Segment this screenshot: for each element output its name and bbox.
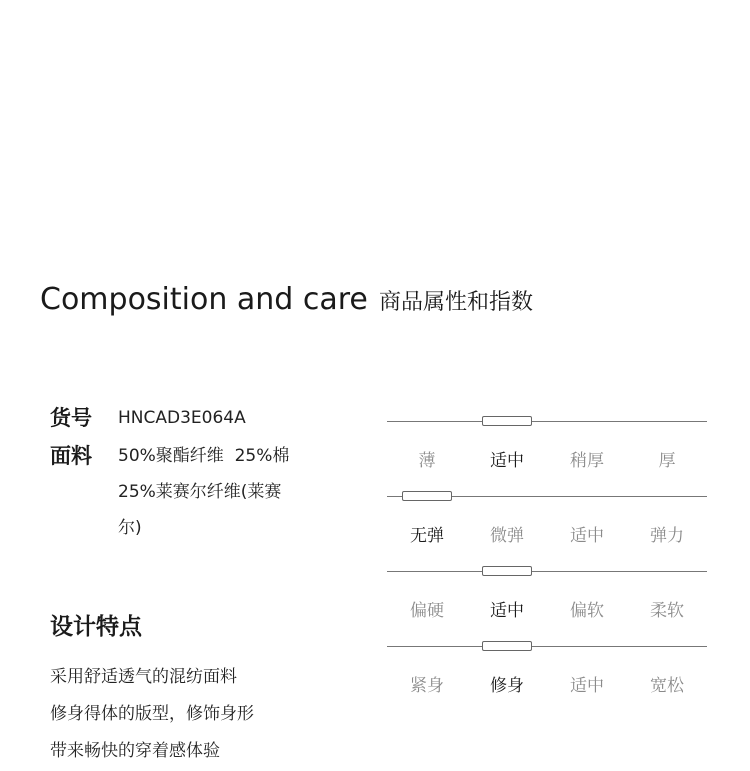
fabric-line: 50%聚酯纤维 25%棉	[118, 446, 290, 466]
scale-labels	[387, 596, 707, 620]
scale-indicator	[482, 416, 532, 426]
scale-track	[387, 421, 707, 422]
design-feature-line: 采用舒适透气的混纺面料	[50, 667, 237, 687]
scale-track	[387, 646, 707, 647]
scale-option: 适中	[490, 451, 524, 471]
scale-track	[387, 571, 707, 572]
fabric-line: 25%莱赛尔纤维(莱赛	[118, 482, 282, 502]
scale-option: 厚	[658, 451, 676, 471]
scale-labels	[387, 671, 707, 695]
fabric-value	[118, 438, 310, 546]
fabric-row	[50, 438, 310, 546]
scale-option: 微弹	[490, 526, 524, 546]
section-title-english: Composition and care	[40, 282, 368, 317]
scale-indicator	[482, 566, 532, 576]
scale-option: 偏硬	[410, 601, 444, 621]
scale-option: 柔软	[650, 601, 684, 621]
product-index-scales	[387, 414, 707, 714]
index-scale-softness	[387, 564, 707, 639]
design-features-list	[50, 659, 254, 770]
scale-option: 紧身	[410, 676, 444, 696]
scale-option: 适中	[570, 676, 604, 696]
scale-option: 弹力	[650, 526, 684, 546]
fabric-label: 面料	[50, 444, 92, 468]
scale-option: 薄	[418, 451, 436, 471]
sku-row	[50, 400, 310, 438]
design-feature-line: 带来畅快的穿着感体验	[50, 741, 220, 761]
design-features-title: 设计特点	[50, 614, 142, 640]
scale-option: 稍厚	[570, 451, 604, 471]
section-title-chinese: 商品属性和指数	[378, 290, 533, 315]
scale-option: 适中	[490, 601, 524, 621]
sku-value: HNCAD3E064A	[118, 408, 246, 428]
scale-indicator	[482, 641, 532, 651]
scale-option: 适中	[570, 526, 604, 546]
sku-label: 货号	[50, 406, 92, 430]
product-specs	[50, 400, 310, 546]
index-scale-thickness	[387, 414, 707, 489]
scale-option: 宽松	[650, 676, 684, 696]
scale-indicator	[402, 491, 452, 501]
scale-labels	[387, 521, 707, 545]
scale-option: 偏软	[570, 601, 604, 621]
section-title	[40, 282, 533, 317]
index-scale-elasticity	[387, 489, 707, 564]
fabric-line: 尔)	[118, 518, 142, 538]
scale-option: 无弹	[410, 526, 444, 546]
index-scale-fit	[387, 639, 707, 714]
scale-option: 修身	[490, 676, 524, 696]
scale-labels	[387, 446, 707, 470]
design-feature-line: 修身得体的版型，修饰身形	[50, 704, 254, 724]
